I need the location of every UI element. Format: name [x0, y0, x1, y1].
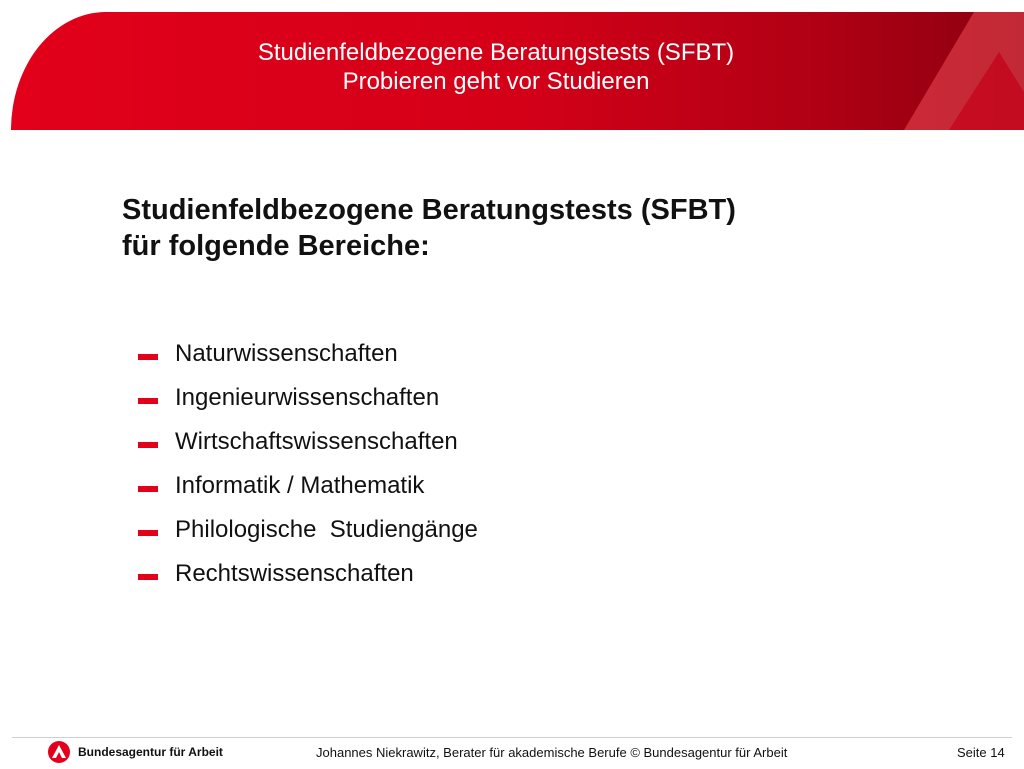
header-band [11, 12, 1024, 130]
dash-bullet-icon [138, 354, 158, 360]
dash-bullet-icon [138, 530, 158, 536]
dash-bullet-icon [138, 442, 158, 448]
footer-divider [12, 737, 1012, 738]
list-item-label: Rechtswissenschaften [175, 560, 414, 587]
list-item-label: Ingenieurwissenschaften [175, 384, 440, 411]
list-item [138, 552, 478, 596]
footer-credit: Johannes Niekrawitz, Berater für akademische Berufe © Bundesagentur für Arbeit [316, 745, 788, 760]
list-item-label: Wirtschaftswissenschaften [175, 428, 458, 455]
list-item-label: Informatik / Mathematik [175, 472, 425, 499]
ba-logo-icon [48, 741, 70, 763]
dash-bullet-icon [138, 486, 158, 492]
list-item [138, 376, 478, 420]
slide-title [11, 38, 981, 96]
list-item [138, 332, 478, 376]
content-heading-line2: für folgende Bereiche: [122, 230, 430, 262]
slide-title-line1: Studienfeldbezogene Beratungstests (SFBT) [257, 39, 735, 66]
dash-bullet-icon [138, 574, 158, 580]
list-item [138, 420, 478, 464]
page-number: Seite 14 [957, 745, 1005, 760]
content-heading [122, 192, 736, 264]
dash-bullet-icon [138, 398, 158, 404]
list-item-label: Philologische Studiengänge [175, 516, 478, 543]
list-item [138, 508, 478, 552]
list-item-label: Naturwissenschaften [175, 340, 398, 367]
list-item [138, 464, 478, 508]
bullet-list [138, 332, 478, 596]
content-heading-line1: Studienfeldbezogene Beratungstests (SFBT) [122, 194, 736, 226]
slide-title-line2: Probieren geht vor Studieren [342, 68, 650, 95]
footer-brand: Bundesagentur für Arbeit [78, 745, 223, 759]
